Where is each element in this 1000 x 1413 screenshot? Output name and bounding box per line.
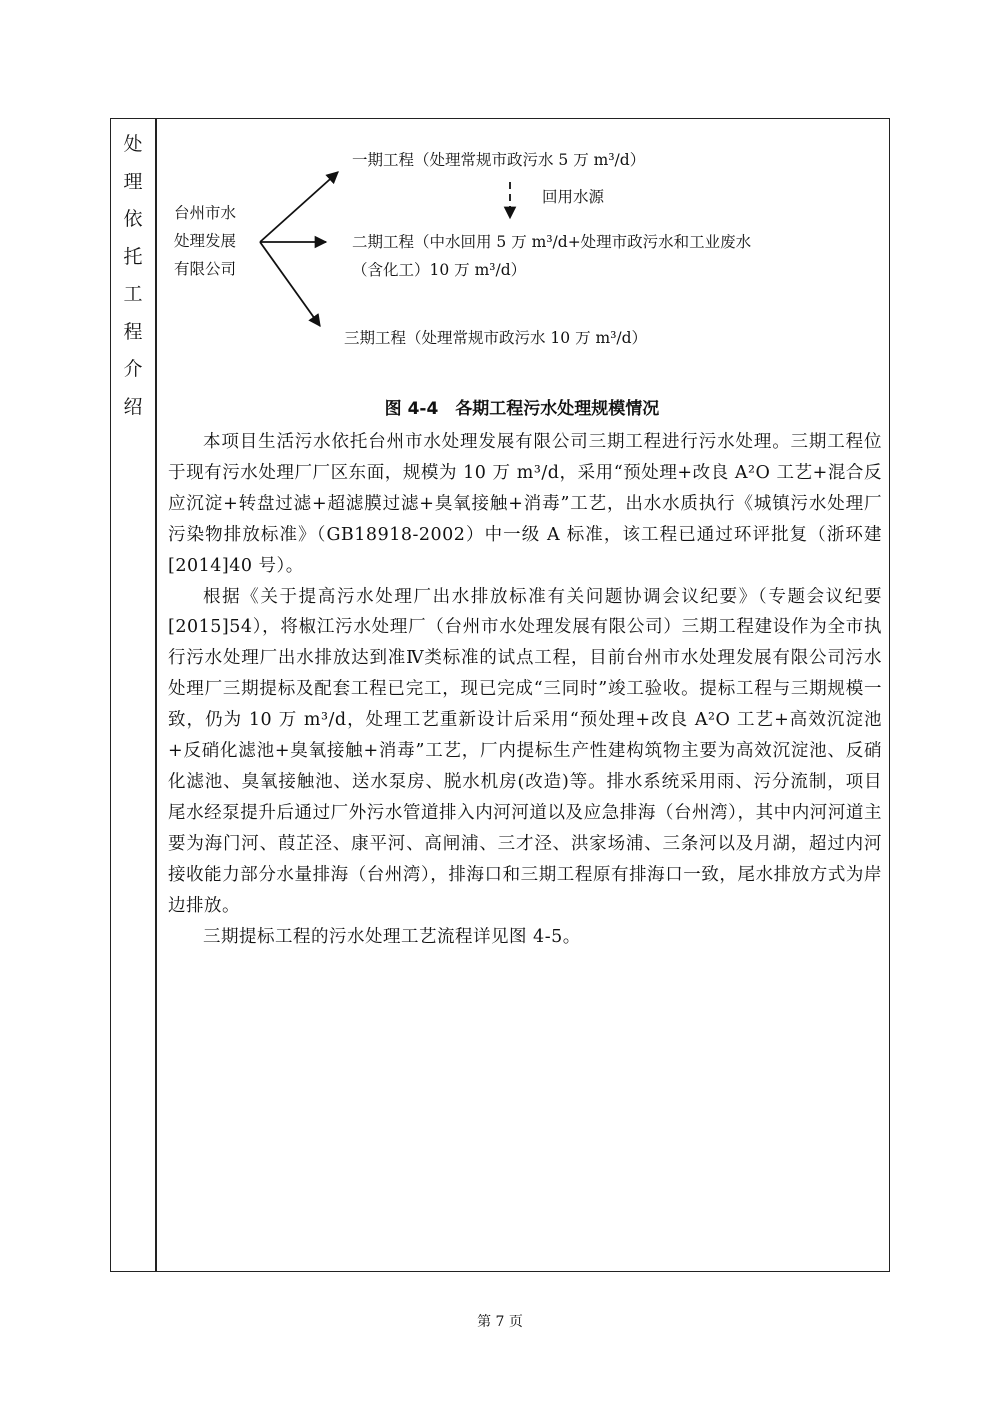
section-label-char: 依 — [123, 208, 143, 230]
diagram-source-line: 有限公司 — [174, 260, 237, 278]
section-label-char: 处 — [123, 133, 143, 155]
section-label — [112, 126, 154, 426]
diagram-phase3: 三期工程（处理常规市政污水 10 万 m³/d） — [344, 329, 648, 347]
body-text — [168, 427, 882, 952]
diagram-phase1: 一期工程（处理常规市政污水 5 万 m³/d） — [352, 151, 646, 169]
section-label-char: 理 — [123, 170, 143, 193]
diagram-phase2-line2: （含化工）10 万 m³/d） — [352, 261, 527, 279]
diagram-source-line: 处理发展 — [174, 232, 237, 250]
arrow-to-phase3 — [260, 242, 320, 326]
figure-caption: 图 4-4 各期工程污水处理规模情况 — [384, 399, 660, 419]
phase-diagram — [156, 130, 888, 370]
diagram-reuse-label: 回用水源 — [542, 188, 605, 206]
section-label-char: 托 — [123, 245, 143, 268]
section-label-char: 介 — [123, 358, 143, 380]
diagram-phase2-line1: 二期工程（中水回用 5 万 m³/d+处理市政污水和工业废水 — [352, 233, 752, 251]
section-label-char: 程 — [123, 320, 143, 343]
diagram-source-line: 台州市水 — [174, 204, 237, 222]
section-label-char: 绍 — [123, 395, 143, 418]
paragraph: 三期提标工程的污水处理工艺流程详见图 4-5。 — [203, 926, 581, 947]
section-label-char: 工 — [123, 283, 143, 305]
arrow-to-phase1 — [260, 172, 338, 242]
paragraph: 本项目生活污水依托台州市水处理发展有限公司三期工程进行污水处理。三期工程位于现有污水处理厂厂区东面，规模为 10 万 m³/d，采用“预处理+改良 A²O 工艺+混合反应沉淀+转盘过滤+超滤膜过滤+臭氧接触+消毒”工艺，出水水质执行《城镇污水处理厂污染物排放标准》（GB18918-2002）中一级 A 标准，该工程已通过环评批复（浙环建[2014]40 号）。 — [168, 432, 882, 576]
paragraph: 根据《关于提高污水处理厂出水排放标准有关问题协调会议纪要》（专题会议纪要[2015]54），将椒江污水处理厂（台州市水处理发展有限公司）三期工程建设作为全市执行污水处理厂出水排放达到准Ⅳ类标准的试点工程，目前台州市水处理发展有限公司污水处理厂三期提标及配套工程已完工，现已完成“三同时”竣工验收。提标工程与三期规模一致，仍为 10 万 m³/d，处理工艺重新设计后采用“预处理+改良 A²O 工艺+高效沉淀池+反硝化滤池+臭氧接触+消毒”工艺，厂内提标生产性建构筑物主要为高效沉淀池、反硝化滤池、臭氧接触池、送水泵房、脱水机房(改造)等。排水系统采用雨、污分流制，项目尾水经泵提升后通过厂外污水管道排入内河河道以及应急排海（台州湾），其中内河河道主要为海门河、葭芷泾、康平河、高闸浦、三才泾、洪家场浦、三条河以及月湖，超过内河接收能力部分水量排海（台州湾），排海口和三期工程原有排海口一致，尾水排放方式为岸边排放。 — [168, 586, 882, 916]
page-number: 第 7 页 — [477, 1314, 523, 1330]
